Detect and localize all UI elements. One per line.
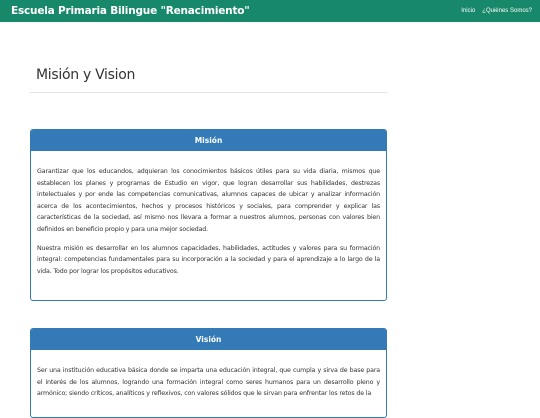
nav-link-quienes-somos[interactable]: ¿Quiénes Somos? [482, 8, 532, 14]
mission-body [31, 151, 386, 290]
mission-paragraph-2: Nuestra misión es desarrollar en los alumnos capacidades, habilidades, actitudes y valores para su formación integral: competencias fundamentales para su incorporación a la sociedad y para el aprendizaje a lo largo de la vida. Todo por lograr los propósitos educativos. [37, 244, 380, 275]
mission-panel [30, 129, 387, 301]
title-divider [30, 92, 388, 93]
mission-heading: Misión [31, 130, 386, 151]
top-navbar [0, 0, 540, 22]
brand-title[interactable]: Escuela Primaria Bilingue "Renacimiento" [11, 5, 250, 17]
nav-link-inicio[interactable]: Inicio [461, 8, 476, 14]
nav-links [461, 8, 532, 14]
vision-heading: Visión [31, 329, 386, 350]
mission-paragraph-1: Garantizar que los educandos, adquieran los conocimientos básicos útiles para su vida diaria, mismos que establecen los planes y programas de Estudio en vigor, que logran desarrollar sus habilidades, destrezas intelectuales y por ende las competencias comunicativas, alumnos capaces de ubicar y analizar información acerca de los acontecimientos, hechos y procesos históricos y sociales, para comprender y explicar las características de la sociedad, así mismo nos llevara a formar a nuestros alumnos, personas con valores bien definidos en beneficio propio y para una mejor sociedad. [37, 168, 380, 233]
vision-body [31, 350, 386, 413]
vision-paragraph-1: Ser una institución educativa básica donde se imparta una educación integral, que cumpla y sirva de base para el interés de los alumnos, logrando una formación integral como seres humanos para un desarrollo pleno y armónico; siendo críticos, analíticos y reflexivos, con valores sólidos que le sirvan para enfrentar los retos de la [37, 367, 380, 398]
page-title: Misión y Vision [36, 67, 136, 83]
